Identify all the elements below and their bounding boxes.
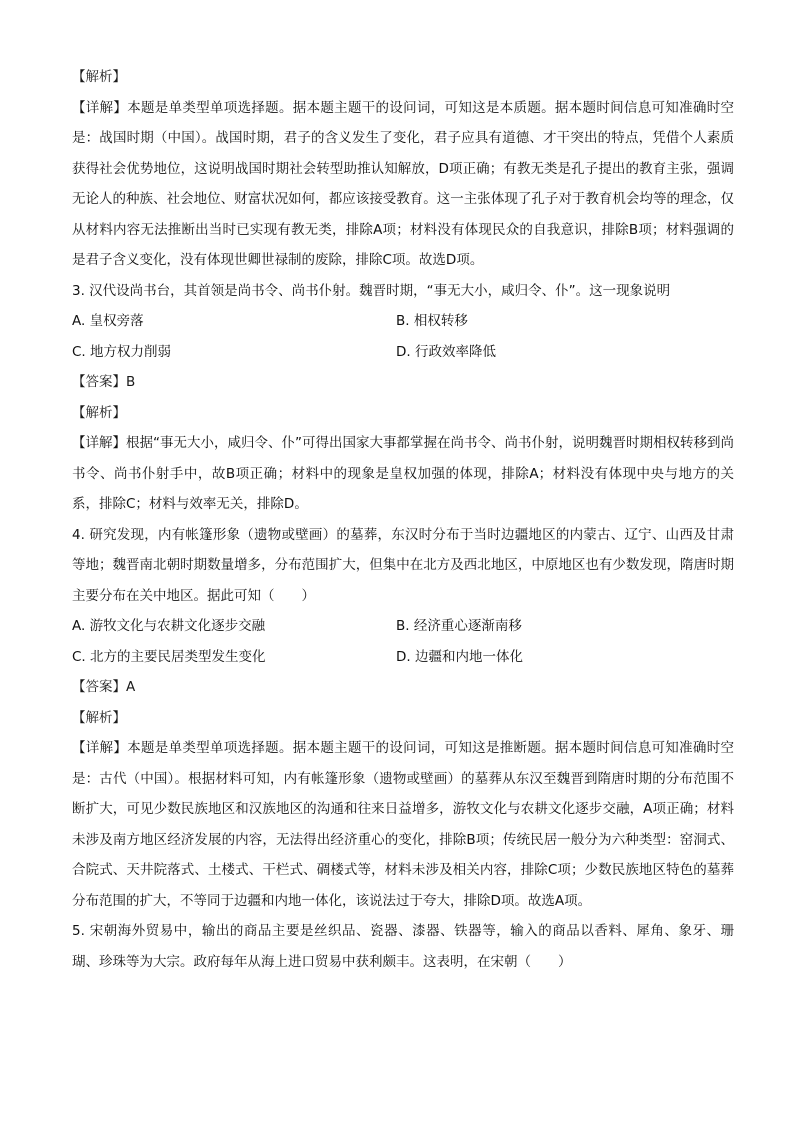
option-d: D. 边疆和内地一体化 [396,648,523,665]
option-c: C. 地方权力削弱 [72,343,172,360]
option-b: B. 经济重心逐渐南移 [396,618,522,634]
explanation-paragraph: 【详解】本题是单类型单项选择题。据本题主题干的设问词，可知这是本质题。据本题时间信息可知准确时空是：战国时期（中国）。战国时期，君子的含义发生了变化，君子应具有道德、才干突出的特点，凭借个人素质获得社会优势地位，这说明战国时期社会转型助推认知解放，D项正确；有教无类是孔子提出的教育主张，强调无论人的种族、社会地位、财富状况如何，都应该接受教育。这一主张体现了孔子对于教育机会均等的理念，仅从材料内容无法推断出当时已实现有教无类，排除A项；材料没有体现民众的自我意识，排除B项；材料强调的是君子含义变化，没有体现世卿世禄制的废除，排除C项。故选D项。 [72,99,734,268]
question-3-options-row-2 [72,337,734,368]
option-a: A. 皇权旁落 [72,313,144,329]
question-4-stem: 4. 研究发现，内有帐篷形象（遗物或壁画）的墓葬，东汉时分布于当时边疆地区的内蒙古、辽宁、山西及甘肃等地；魏晋南北朝时期数量增多，分布范围扩大，但集中在北方及西北地区，中原地区也有少数发现，隋唐时期主要分布在关中地区。据此可知（ ） [72,526,734,604]
explanation-paragraph: 【详解】本题是单类型单项选择题。据本题主题干的设问词，可知这是推断题。据本题时间信息可知准确时空是：古代（中国）。根据材料可知，内有帐篷形象（遗物或壁画）的墓葬从东汉至魏晋到隋唐时期的分布范围不断扩大，可见少数民族地区和汉族地区的沟通和往来日益增多，游牧文化与农耕文化逐步交融，A项正确；材料未涉及南方地区经济发展的内容，无法得出经济重心的变化，排除B项；传统民居一般分为六种类型：窑洞式、合院式、天井院落式、土楼式、干栏式、碉楼式等，材料未涉及相关内容，排除C项；少数民族地区特色的墓葬分布范围的扩大，不等同于边疆和内地一体化，该说法过于夸大，排除D项。故选A项。 [72,740,734,909]
answer-label: 【答案】A [72,679,136,695]
answer-label: 【答案】B [72,374,136,390]
option-c: C. 北方的主要民居类型发生变化 [72,648,266,665]
option-b: B. 相权转移 [396,313,468,329]
question-4-options-row-1 [72,611,734,642]
analysis-heading: 【解析】 [72,404,126,421]
question-3-options-row-1 [72,306,734,337]
analysis-heading: 【解析】 [72,709,126,726]
option-d: D. 行政效率降低 [396,343,496,360]
document-page [72,62,734,977]
question-5-stem: 5. 宋朝海外贸易中，输出的商品主要是丝织品、瓷器、漆器、铁器等，输入的商品以香料、犀角、象牙、珊瑚、珍珠等为大宗。政府每年从海上进口贸易中获利颇丰。这表明，在宋朝（ ） [72,923,734,970]
analysis-heading: 【解析】 [72,69,126,85]
question-4-options-row-2 [72,642,734,673]
explanation-paragraph: 【详解】根据“事无大小，咸归令、仆”可得出国家大事都掌握在尚书令、尚书仆射，说明魏晋时期相权转移到尚书令、尚书仆射手中，故B项正确；材料中的现象是皇权加强的体现，排除A；材料没有体现中央与地方的关系，排除C；材料与效率无关，排除D。 [72,435,734,512]
question-3-stem: 3. 汉代设尚书台，其首领是尚书令、尚书仆射。魏晋时期，“事无大小，咸归令、仆”。这一现象说明 [72,282,671,299]
option-a: A. 游牧文化与农耕文化逐步交融 [72,618,266,634]
